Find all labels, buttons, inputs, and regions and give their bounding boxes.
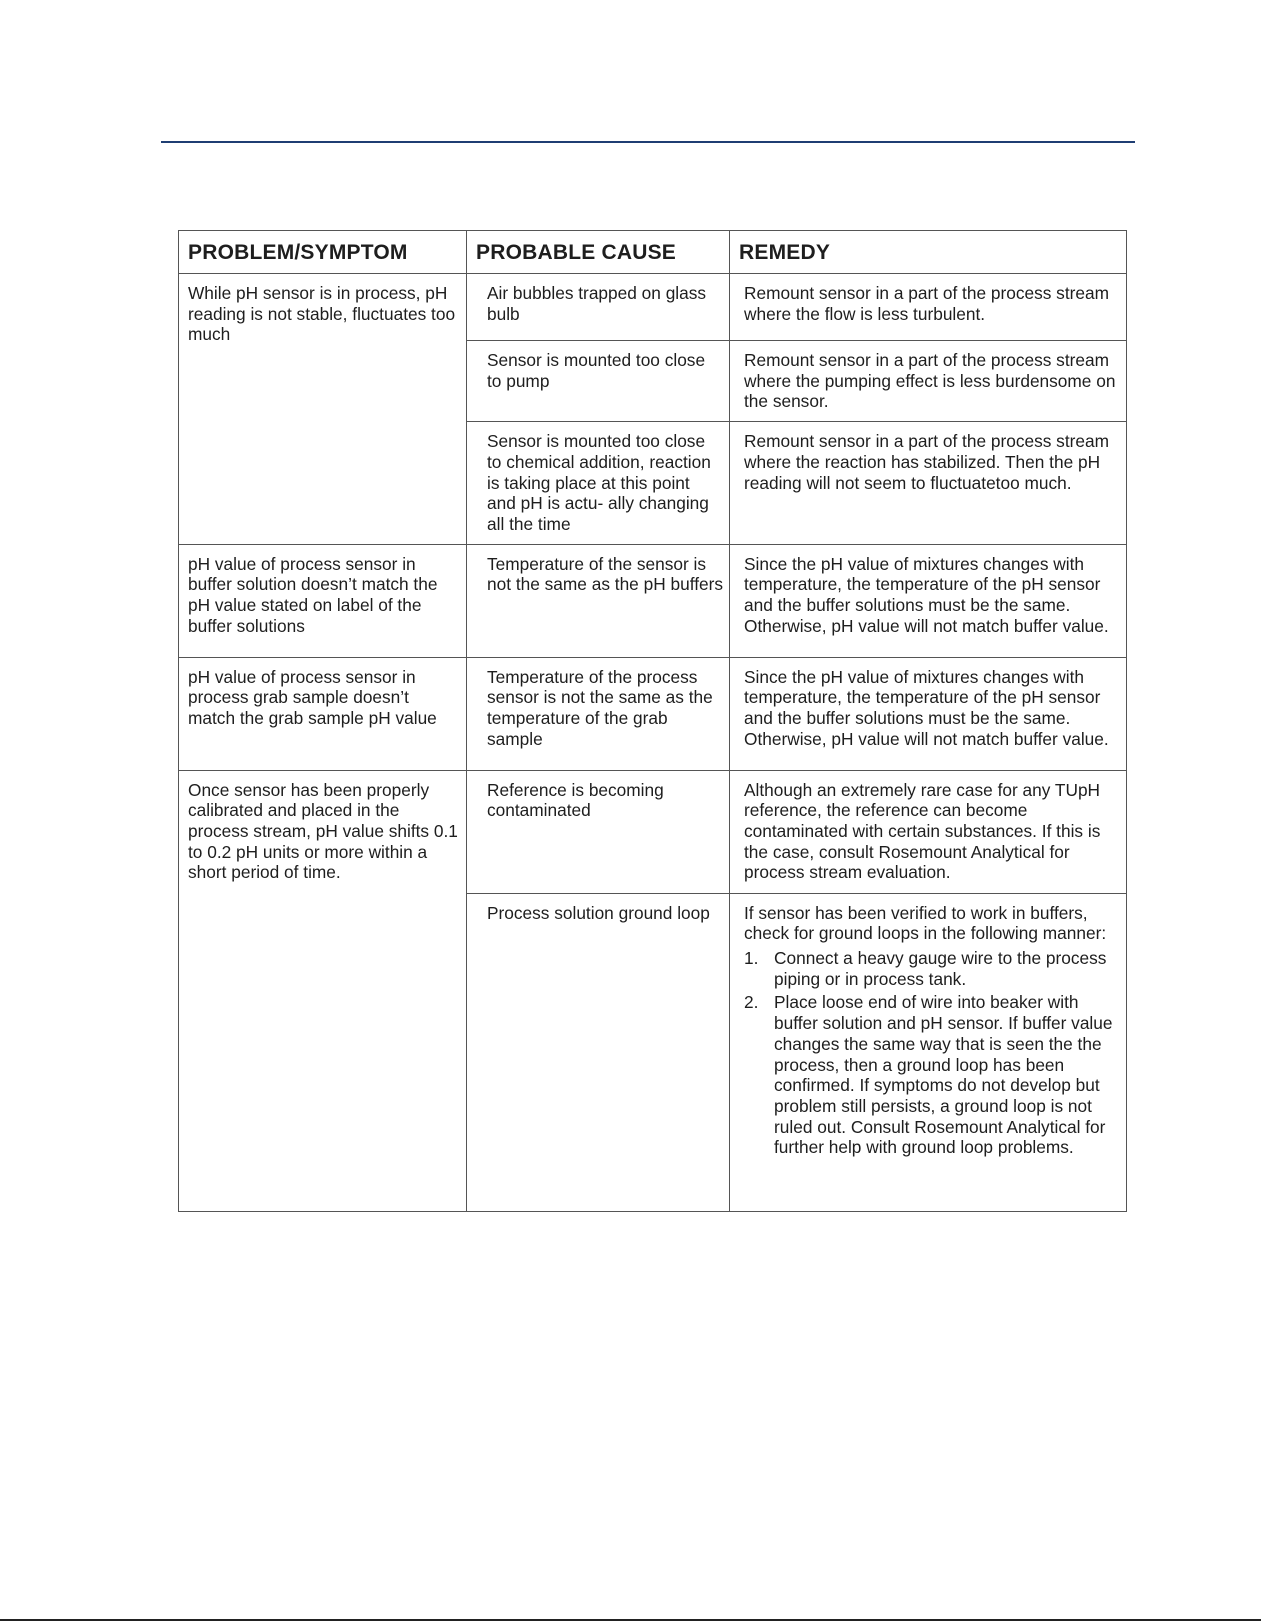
header-probable-cause: PROBABLE CAUSE <box>467 231 730 274</box>
remedy-intro: If sensor has been verified to work in buffers, check for ground loops in the following manner: <box>744 902 1107 944</box>
list-item <box>744 948 1124 989</box>
header-remedy: REMEDY <box>730 231 1127 274</box>
cause-cell: Sensor is mounted too close to pump <box>467 341 730 422</box>
header-rule <box>161 141 1135 143</box>
remedy-cell: Remount sensor in a part of the process stream where the pumping effect is less burdensome on the sensor. <box>730 341 1127 422</box>
remedy-cell: Although an extremely rare case for any TUpH reference, the reference can become contaminated with certain substances. If this is the case, consult Rosemount Analytical for process stream evaluation. <box>730 770 1127 893</box>
troubleshooting-table <box>178 230 1127 1212</box>
remedy-cell: Since the pH value of mixtures changes with temperature, the temperature of the pH sensor and the buffer solutions must be the same. Otherwise, pH value will not match buffer value. <box>730 544 1127 657</box>
problem-cell: While pH sensor is in process, pH reading is not stable, fluctuates too much <box>179 274 467 545</box>
cause-cell: Temperature of the process sensor is not the same as the temperature of the grab sample <box>467 657 730 770</box>
remedy-steps <box>744 948 1124 1158</box>
table-row <box>179 770 1127 893</box>
problem-cell: pH value of process sensor in buffer solution doesn’t match the pH value stated on label of the buffer solutions <box>179 544 467 657</box>
cause-cell: Temperature of the sensor is not the same as the pH buffers <box>467 544 730 657</box>
table-header-row <box>179 231 1127 274</box>
table-row <box>179 274 1127 341</box>
table-row <box>179 544 1127 657</box>
remedy-cell <box>730 893 1127 1211</box>
remedy-cell: Since the pH value of mixtures changes with temperature, the temperature of the pH sensor and the buffer solutions must be the same. Otherwise, pH value will not match buffer value. <box>730 657 1127 770</box>
step-text: Connect a heavy gauge wire to the process piping or in process tank. <box>774 948 1107 989</box>
cause-cell: Air bubbles trapped on glass bulb <box>467 274 730 341</box>
table-row <box>179 657 1127 770</box>
list-item <box>744 992 1124 1158</box>
problem-cell: pH value of process sensor in process grab sample doesn’t match the grab sample pH value <box>179 657 467 770</box>
problem-cell: Once sensor has been properly calibrated and placed in the process stream, pH value shifts 0.1 to 0.2 pH units or more within a short period of time. <box>179 770 467 1211</box>
remedy-cell: Remount sensor in a part of the process stream where the flow is less turbulent. <box>730 274 1127 341</box>
cause-cell: Process solution ground loop <box>467 893 730 1211</box>
header-problem-symptom: PROBLEM/SYMPTOM <box>179 231 467 274</box>
cause-cell: Sensor is mounted too close to chemical addition, reaction is taking place at this point and pH is actu- ally changing all the time <box>467 422 730 545</box>
step-number: 1. <box>744 948 759 969</box>
cause-cell: Reference is becoming contaminated <box>467 770 730 893</box>
step-text: Place loose end of wire into beaker with buffer solution and pH sensor. If buffer value changes the same way that is seen the the process, then a ground loop has been confirmed. If symptoms do not develop but problem still persists, a ground loop is not ruled out. Consult Rosemount Analytical for further help with ground loop problems. <box>774 992 1113 1158</box>
step-number: 2. <box>744 992 759 1013</box>
remedy-cell: Remount sensor in a part of the process stream where the reaction has stabilized. Then the pH reading will not seem to fluctuatetoo much. <box>730 422 1127 545</box>
